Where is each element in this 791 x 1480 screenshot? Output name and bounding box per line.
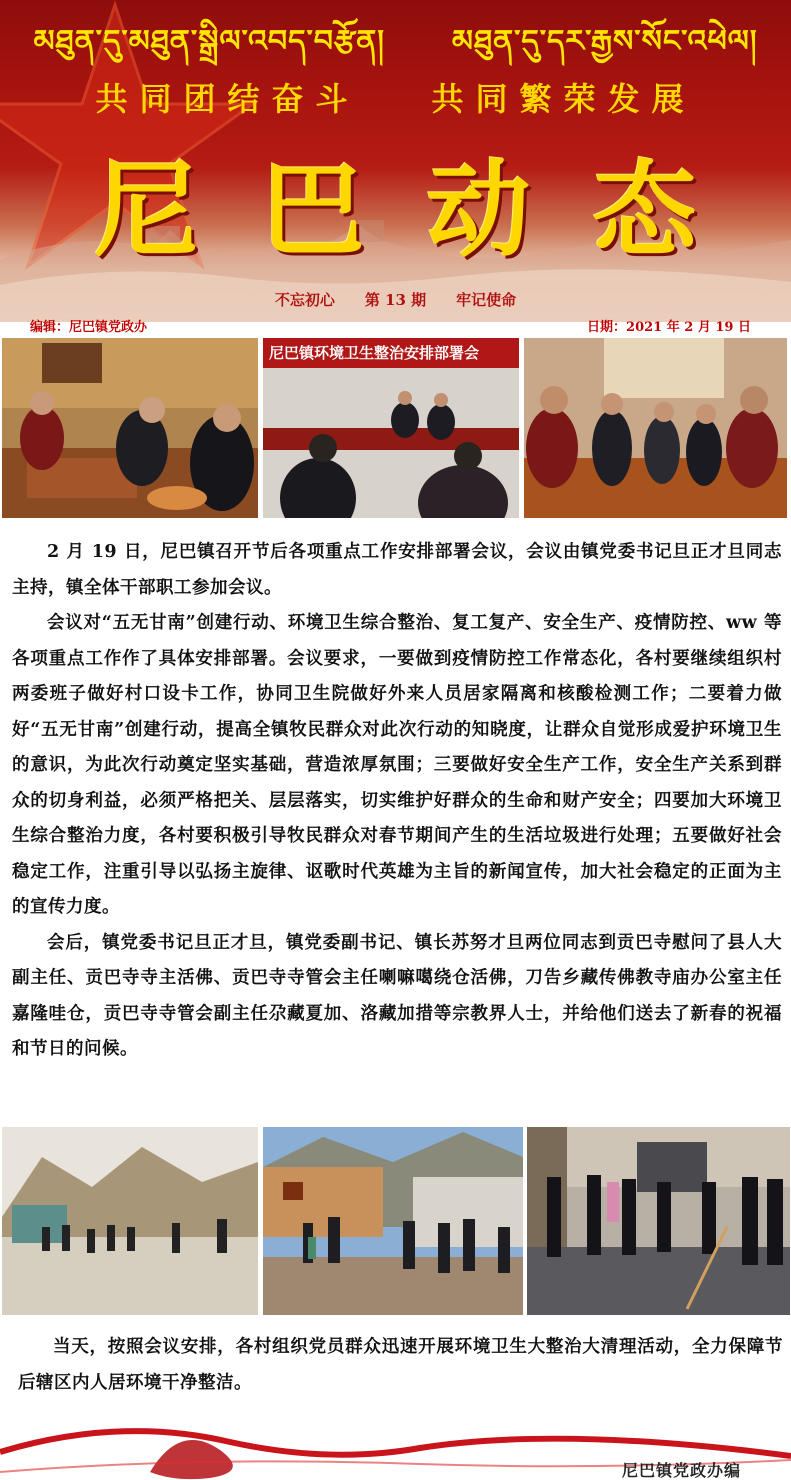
title-char: 动	[426, 149, 531, 271]
tibetan-slogan-left: མཐུན་དུ་མཐུན་སྒྲིལ་འབད་བརྩོན།	[33, 24, 385, 59]
chinese-slogan-row	[0, 74, 791, 120]
slogan-right: 共同繁荣发展	[431, 80, 696, 118]
editor-label: 编辑：尼巴镇党政办	[30, 320, 148, 335]
article-paragraph: 2 月 19 日，尼巴镇召开节后各项重点工作安排部署会议，会议由镇党委书记旦正才旦同志主持，镇全体干部职工参加会议。	[12, 542, 782, 598]
title-char: 态	[592, 149, 697, 271]
issue-number: 第 13 期	[364, 291, 427, 309]
issue-line	[0, 289, 791, 310]
footer-org-label: 尼巴镇党政办编	[621, 1461, 741, 1480]
tibetan-slogan-right: མཐུན་དུ་དར་རྒྱས་སོང་འཕེལ།	[451, 24, 758, 59]
title-char: 巴	[260, 149, 365, 271]
newsletter-title	[0, 126, 791, 276]
motto-left: 不忘初心	[274, 291, 335, 309]
photo-temple-greeting	[524, 338, 787, 518]
slogan-left: 共同团结奋斗	[95, 80, 360, 118]
closing-paragraph	[18, 1330, 783, 1401]
photo-street-cleanup	[263, 1127, 523, 1315]
header-banner	[0, 0, 791, 322]
meeting-banner-caption: 尼巴镇环境卫生整治安排部署会	[269, 344, 480, 362]
photo-temple-visit	[2, 338, 258, 518]
article-body	[12, 535, 782, 1068]
closing-text: 当天，按照会议安排，各村组织党员群众迅速开展环境卫生大整治大清理活动，全力保障节后辖区内人居环境干净整洁。	[18, 1337, 783, 1393]
photo-village-cleanup	[2, 1127, 258, 1315]
title-char: 尼	[94, 149, 199, 271]
issue-date: 日期：2021 年 2 月 19 日	[587, 320, 751, 335]
photo-meeting-hall	[263, 338, 519, 518]
article-paragraph: 会后，镇党委书记旦正才旦，镇党委副书记、镇长苏努才旦两位同志到贡巴寺慰问了县人大副主任、贡巴寺寺主活佛、贡巴寺寺管会主任喇嘛噶绕仓活佛，刀告乡藏传佛教寺庙办公室主任嘉隆哇仓，贡巴寺寺管会副主任尕藏夏加、洛藏加措等宗教界人士，并给他们送去了新春的祝福和节日的问候。	[12, 932, 782, 1059]
photo-road-sweeping	[527, 1127, 790, 1315]
article-paragraph: 会议对“五无甘南”创建行动、环境卫生综合整治、复工复产、安全生产、疫情防控、ww 等各项重点工作作了具体安排部署。会议要求，一要做到疫情防控工作常态化，各村要继续组织村两委班子做好村口设卡工作，协同卫生院做好外来人员居家隔离和核酸检测工作；二要着力做好“五无甘南”创建行动，提高全镇牧民群众对此次行动的知晓度，让群众自觉形成爱护环境卫生的意识，为此次行动奠定坚实基础，营造浓厚氛围；三要做好安全生产工作，安全生产关系到群众的切身利益，必须严格把关、层层落实，切实维护好群众的生命和财产安全；四要加大环境卫生综合整治力度，各村要积极引导牧民群众对春节期间产生的生活垃圾进行处理；五要做好社会稳定工作，注重引导以弘扬主旋律、讴歌时代英雄为主旨的新闻宣传，加大社会稳定的正面为主的宣传力度。	[12, 613, 782, 917]
motto-right: 牢记使命	[456, 291, 517, 309]
